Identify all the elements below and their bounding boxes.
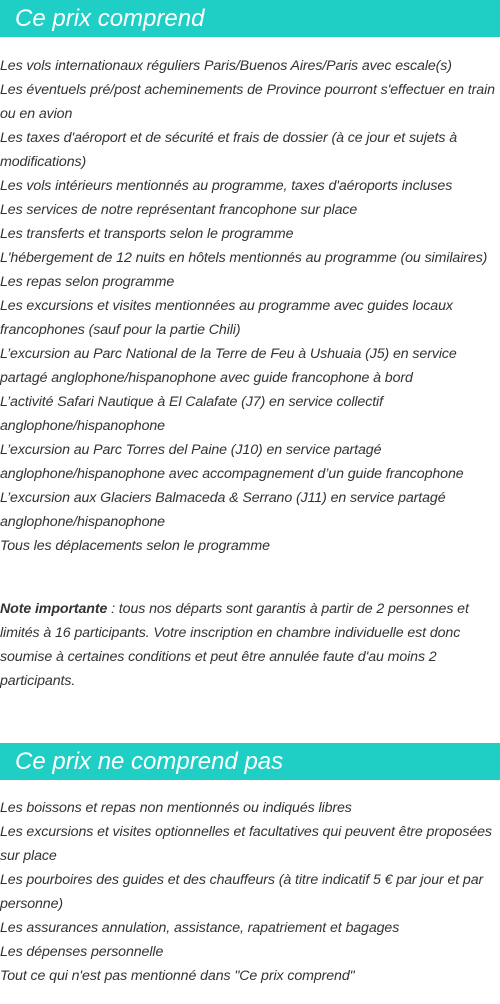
list-item: Les excursions et visites mentionnées au programme avec guides locaux francophones (sauf pour la partie Chili) xyxy=(0,298,453,338)
list-item: L’excursion aux Glaciers Balmaceda & Serrano (J11) en service partagé anglophone/hispanophone xyxy=(0,490,446,530)
list-item: Les pourboires des guides et des chauffeurs (à titre indicatif 5 € par jour et par personne) xyxy=(0,872,484,912)
note-label: Note importante xyxy=(0,601,108,617)
list-item: Les taxes d'aéroport et de sécurité et frais de dossier (à ce jour et sujets à modifications) xyxy=(0,130,458,170)
list-item: Les repas selon programme xyxy=(0,274,175,290)
list-item: Les éventuels pré/post acheminements de Province pourront s'effectuer en train ou en avion xyxy=(0,82,495,122)
list-item: Les vols intérieurs mentionnés au programme, taxes d'aéroports incluses xyxy=(0,178,453,194)
list-item: Les vols internationaux réguliers Paris/Buenos Aires/Paris avec escale(s) xyxy=(0,58,452,74)
note-text: : tous nos départs sont garantis à partir de 2 personnes et limités à 16 participants. Votre inscription en chambre individuelle est donc soumise à certaines conditions et peut être annulée faute d'au moins 2 participants. xyxy=(0,601,469,689)
list-item: Les excursions et visites optionnelles et facultatives qui peuvent être proposées sur place xyxy=(0,824,492,864)
excludes-list xyxy=(0,796,500,988)
list-item: L’activité Safari Nautique à El Calafate (J7) en service collectif anglophone/hispanophone xyxy=(0,394,383,434)
list-item: Les dépenses personnelle xyxy=(0,944,164,960)
list-item: L'hébergement de 12 nuits en hôtels mentionnés au programme (ou similaires) xyxy=(0,250,488,266)
list-item: Les assurances annulation, assistance, rapatriement et bagages xyxy=(0,920,400,936)
list-item: Tout ce qui n'est pas mentionné dans "Ce prix comprend" xyxy=(0,968,355,984)
includes-section-title: Ce prix comprend xyxy=(0,0,500,37)
important-note xyxy=(0,597,490,693)
includes-list xyxy=(0,54,500,558)
list-item: Les boissons et repas non mentionnés ou indiqués libres xyxy=(0,800,352,816)
excludes-section-title: Ce prix ne comprend pas xyxy=(0,743,500,780)
list-item: Tous les déplacements selon le programme xyxy=(0,538,270,554)
list-item: Les transferts et transports selon le programme xyxy=(0,226,294,242)
list-item: Les services de notre représentant francophone sur place xyxy=(0,202,358,218)
list-item: L’excursion au Parc Torres del Paine (J10) en service partagé anglophone/hispanophone avec accompagnement d’un guide francophone xyxy=(0,442,464,482)
list-item: L’excursion au Parc National de la Terre de Feu à Ushuaia (J5) en service partagé anglophone/hispanophone avec guide francophone à bord xyxy=(0,346,457,386)
